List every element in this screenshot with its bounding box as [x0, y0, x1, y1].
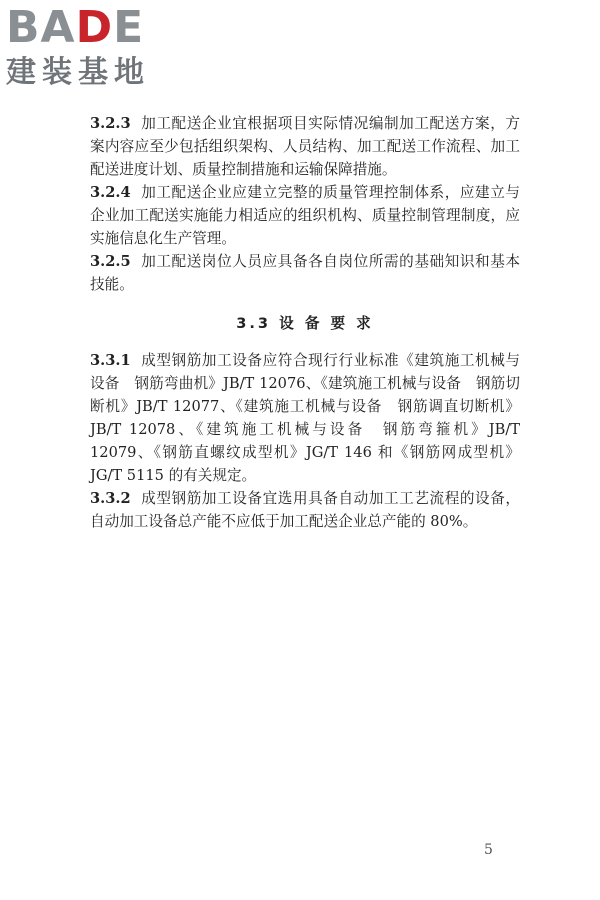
- clause-number: 3.2.4: [90, 184, 131, 201]
- logo-letter-e: E: [113, 2, 145, 53]
- brand-logo: [6, 4, 176, 92]
- clause-text: 加工配送岗位人员应具备各自岗位所需的基础知识和基本技能。: [90, 253, 520, 293]
- clause-3-3-1: [90, 349, 520, 487]
- section-heading: 3.3 设 备 要 求: [236, 315, 374, 332]
- clause-3-3-2: [90, 487, 520, 533]
- clause-text: 成型钢筋加工设备宜选用具备自动加工工艺流程的设备，自动加工设备总产能不应低于加工配送企业总产能的 80%。: [90, 490, 520, 530]
- logo-letters-ba: BA: [6, 2, 76, 53]
- clause-text: 成型钢筋加工设备应符合现行行业标准《建筑施工机械与设备 钢筋弯曲机》JB/T 12076、《建筑施工机械与设备 钢筋切断机》JB/T 12077、《建筑施工机械与设备 钢筋调直切断机》JB/T 12078、《建筑施工机械与设备 钢筋弯箍机》JB/T 12079、《钢筋直螺纹成型机》JG/T 146 和《钢筋网成型机》JG/T 5115 的有关规定。: [90, 352, 520, 484]
- page-number: 5: [484, 842, 493, 858]
- clause-text: 加工配送企业宜根据项目实际情况编制加工配送方案，方案内容应至少包括组织架构、人员结构、加工配送工作流程、加工配送进度计划、质量控制措施和运输保障措施。: [90, 115, 520, 178]
- clause-3-2-3: [90, 112, 520, 181]
- logo-wordmark: [6, 4, 176, 52]
- clause-3-2-4: [90, 181, 520, 250]
- clause-number: 3.3.2: [90, 490, 131, 507]
- clause-text: 加工配送企业应建立完整的质量管理控制体系，应建立与企业加工配送实施能力相适应的组织机构、质量控制管理制度，应实施信息化生产管理。: [90, 184, 520, 247]
- clause-number: 3.3.1: [90, 352, 131, 369]
- document-body: [90, 112, 520, 533]
- clause-3-2-5: [90, 250, 520, 296]
- logo-letter-d: D: [75, 2, 114, 53]
- clause-number: 3.2.3: [90, 115, 131, 132]
- logo-subtitle: 建装基地: [6, 55, 150, 90]
- clause-number: 3.2.5: [90, 253, 131, 270]
